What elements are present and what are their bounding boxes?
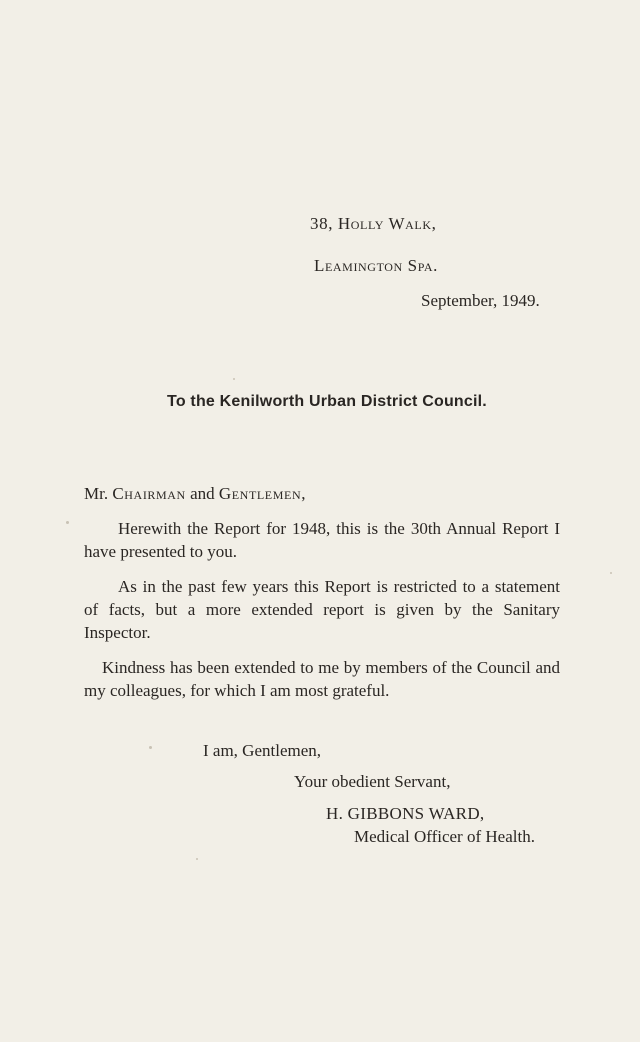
salutation-title: Chairman	[112, 484, 186, 503]
paper-speck	[66, 521, 69, 524]
paper-speck	[610, 572, 612, 574]
paper-speck	[149, 746, 152, 749]
paper-speck	[233, 378, 235, 380]
paper-speck	[196, 858, 198, 860]
letter-date: September, 1949.	[421, 291, 540, 310]
letter-heading: To the Kenilworth Urban District Council.	[167, 393, 487, 410]
paragraph-report: Herewith the Report for 1948, this is the 30th Annual Report I have presented to you.	[84, 519, 560, 561]
closing-servant: Your obedient Servant,	[294, 772, 451, 791]
salutation-prefix: Mr.	[84, 484, 109, 503]
signatory-position: Medical Officer of Health.	[354, 827, 535, 846]
paragraph-kindness: Kindness has been extended to me by members of the Council and my colleagues, for which I am most grateful.	[84, 658, 560, 700]
salutation-gentlemen: Gentlemen,	[218, 484, 307, 503]
signatory-name: H. GIBBONS WARD,	[326, 804, 485, 823]
closing-greeting: I am, Gentlemen,	[203, 741, 322, 760]
address-line-2: Leamington Spa.	[314, 256, 439, 275]
salutation-and: and	[190, 484, 215, 503]
address-line-1: 38, Holly Walk,	[310, 214, 437, 233]
paragraph-statement: As in the past few years this Report is restricted to a statement of facts, but a more extended report is given by the Sanitary Inspector.	[84, 577, 560, 642]
salutation	[84, 484, 306, 504]
